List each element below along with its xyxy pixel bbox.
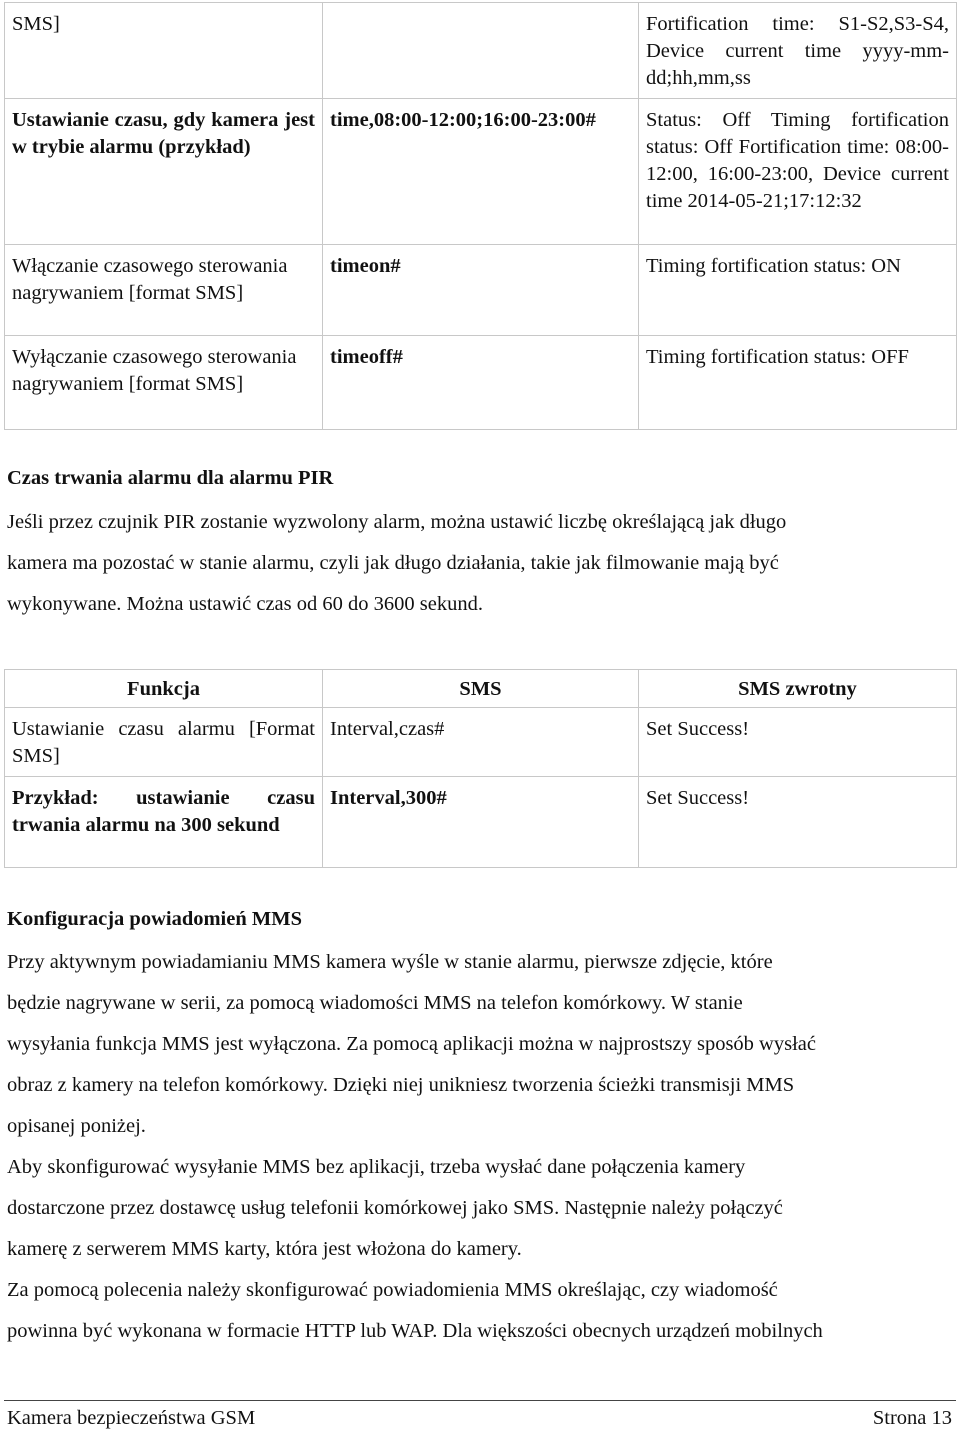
reply-cell: Fortification time: S1-S2,S3-S4, Device current time yyyy-mm-dd;hh,mm,ss [639,3,957,99]
footer-title: Kamera bezpieczeństwa GSM [7,1407,256,1429]
function-cell: Włączanie czasowego sterowania nagrywaniem [format SMS] [5,245,323,336]
function-cell: Wyłączanie czasowego sterowania nagrywaniem [format SMS] [5,336,323,430]
sms-cell [323,3,639,99]
text-line: dostarczone przez dostawcę usług telefonii komórkowej jako SMS. Następnie należy połączyć [7,1197,783,1219]
text-line: Za pomocą polecenia należy skonfigurować powiadomienia MMS określając, czy wiadomość [7,1279,778,1301]
sms-cell: Interval,300# [323,777,639,868]
text-line: będzie nagrywane w serii, za pomocą wiadomości MMS na telefon komórkowy. W stanie [7,992,743,1014]
section-heading: Czas trwania alarmu dla alarmu PIR [7,467,334,489]
sms-commands-table [4,2,957,430]
header-cell: SMS zwrotny [639,670,957,708]
table-row [5,245,957,336]
interval-table [4,669,957,868]
text-line: Przy aktywnym powiadamianiu MMS kamera wyśle w stanie alarmu, pierwsze zdjęcie, które [7,951,773,973]
reply-cell: Status: Off Timing fortification status: Off Fortification time: 08:00-12:00, 16:00-23:00, Device current time 2014-05-21;17:12:32 [639,99,957,245]
reply-cell: Set Success! [639,777,957,868]
table-header-row [5,670,957,708]
text-line: Aby skonfigurować wysyłanie MMS bez aplikacji, trzeba wysłać dane połączenia kamery [7,1156,746,1178]
table-row [5,99,957,245]
reply-cell: Timing fortification status: ON [639,245,957,336]
sms-cell: Interval,czas# [323,708,639,777]
function-cell: Ustawianie czasu alarmu [Format SMS] [5,708,323,777]
mms-paragraph [7,942,953,1352]
table-row [5,3,957,99]
function-cell: Ustawianie czasu, gdy kamera jest w trybie alarmu (przykład) [5,99,323,245]
page-number: Strona 13 [872,1407,952,1429]
table-row [5,336,957,430]
reply-cell: Set Success! [639,708,957,777]
footer-divider [4,1400,956,1401]
text-line: Jeśli przez czujnik PIR zostanie wyzwolony alarm, można ustawić liczbę określającą jak długo [7,511,787,533]
reply-cell: Timing fortification status: OFF [639,336,957,430]
text-line: wysyłania funkcja MMS jest wyłączona. Za pomocą aplikacji można w najprostszy sposób wysłać [7,1033,816,1055]
table-row [5,777,957,868]
sms-cell: timeoff# [323,336,639,430]
function-cell: Przykład: ustawianie czasu trwania alarmu na 300 sekund [5,777,323,868]
header-cell: SMS [323,670,639,708]
text-line: kamerę z serwerem MMS karty, która jest włożona do kamery. [7,1238,522,1260]
table-row [5,708,957,777]
function-cell: SMS] [5,3,323,99]
sms-cell: timeon# [323,245,639,336]
text-line: obraz z kamery na telefon komórkowy. Dzięki niej unikniesz tworzenia ścieżki transmisji MMS [7,1074,795,1096]
text-line: wykonywane. Można ustawić czas od 60 do 3600 sekund. [7,593,483,615]
text-line: kamera ma pozostać w stanie alarmu, czyli jak długo działania, takie jak filmowanie mają być [7,552,779,574]
text-line: powinna być wykonana w formacie HTTP lub WAP. Dla większości obecnych urządzeń mobilnych [7,1320,823,1342]
pir-paragraph [7,502,953,625]
text-line: opisanej poniżej. [7,1115,146,1137]
section-heading: Konfiguracja powiadomień MMS [7,908,302,930]
header-cell: Funkcja [5,670,323,708]
sms-cell: time,08:00-12:00;16:00-23:00# [323,99,639,245]
